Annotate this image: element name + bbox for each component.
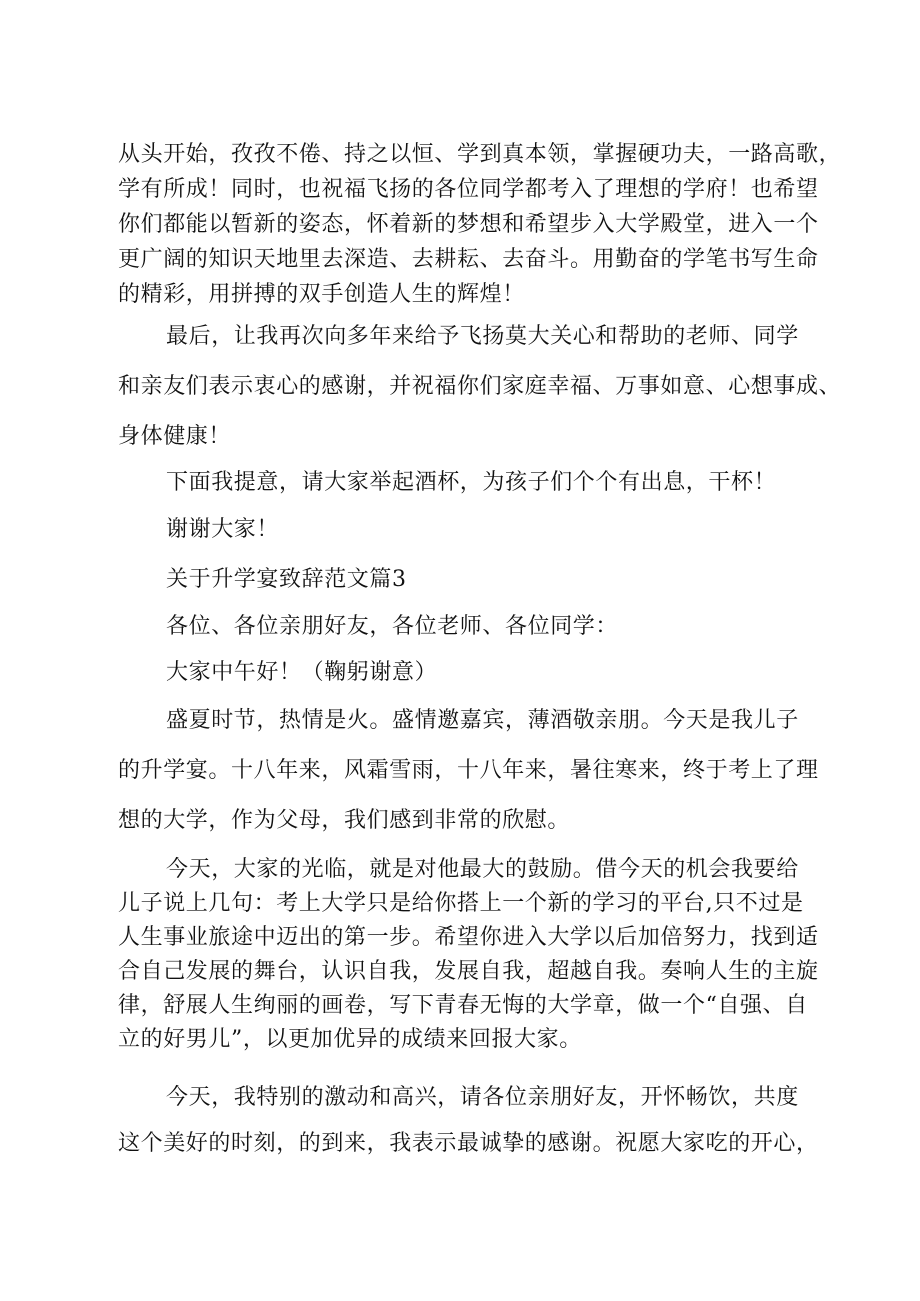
paragraph-line: 立的好男儿”，以更加优异的成绩来回报大家。 <box>118 1027 582 1052</box>
paragraph-line: 合自己发展的舞台，认识自我，发展自我，超越自我。奏响人生的主旋 <box>118 959 819 984</box>
paragraph-line: 盛夏时节，热情是火。盛情邀嘉宾，薄酒敬亲朋。今天是我儿子 <box>166 708 799 733</box>
greeting-line: 大家中午好！（鞠躬谢意） <box>166 660 438 685</box>
paragraph-line: 想的大学，作为父母，我们感到非常的欣慰。 <box>118 808 571 833</box>
paragraph-line: 今天，我特别的激动和高兴，请各位亲朋好友，开怀畅饮，共度 <box>166 1085 799 1110</box>
toast-line: 下面我提意，请大家举起酒杯，为孩子们个个有出息，干杯！ <box>166 470 777 495</box>
paragraph-line: 人生事业旅途中迈出的第一步。希望你进入大学以后加倍努力，找到适 <box>118 925 819 950</box>
paragraph-line: 身体健康！ <box>118 424 232 449</box>
paragraph-line: 从头开始，孜孜不倦、持之以恒、学到真本领，掌握硬功夫，一路高歌， <box>118 142 842 167</box>
paragraph-line: 今天，大家的光临，就是对他最大的鼓励。借今天的机会我要给 <box>166 857 799 882</box>
paragraph-line: 你们都能以暂新的姿态，怀着新的梦想和希望步入大学殿堂，进入一个 <box>118 212 819 237</box>
salutation-line: 各位、各位亲朋好友，各位老师、各位同学： <box>166 614 619 639</box>
paragraph-line: 儿子说上几句：考上大学只是给你搭上一个新的学习的平台,只不过是 <box>118 891 804 916</box>
paragraph-line: 的精彩，用拼搏的双手创造人生的辉煌！ <box>118 282 525 307</box>
paragraph-line: 更广阔的知识天地里去深造、去耕耘、去奋斗。用勤奋的学笔书写生命 <box>118 247 819 272</box>
thanks-line: 谢谢大家！ <box>166 517 280 542</box>
paragraph-line: 律，舒展人生绚丽的画卷，写下青春无悔的大学章，做一个“自强、自 <box>118 993 808 1018</box>
section-heading: 关于升学宴致辞范文篇3 <box>166 567 407 592</box>
paragraph-line: 这个美好的时刻，的到来，我表示最诚挚的感谢。祝愿大家吃的开心， <box>118 1131 819 1156</box>
paragraph-line: 学有所成！同时，也祝福飞扬的各位同学都考入了理想的学府！也希望 <box>118 177 819 202</box>
paragraph-line: 和亲友们表示衷心的感谢，并祝福你们家庭幸福、万事如意、心想事成、 <box>118 374 842 399</box>
paragraph-line: 最后，让我再次向多年来给予飞扬莫大关心和帮助的老师、同学 <box>166 324 799 349</box>
paragraph-line: 的升学宴。十八年来，风霜雪雨，十八年来，暑往寒来，终于考上了理 <box>118 758 819 783</box>
